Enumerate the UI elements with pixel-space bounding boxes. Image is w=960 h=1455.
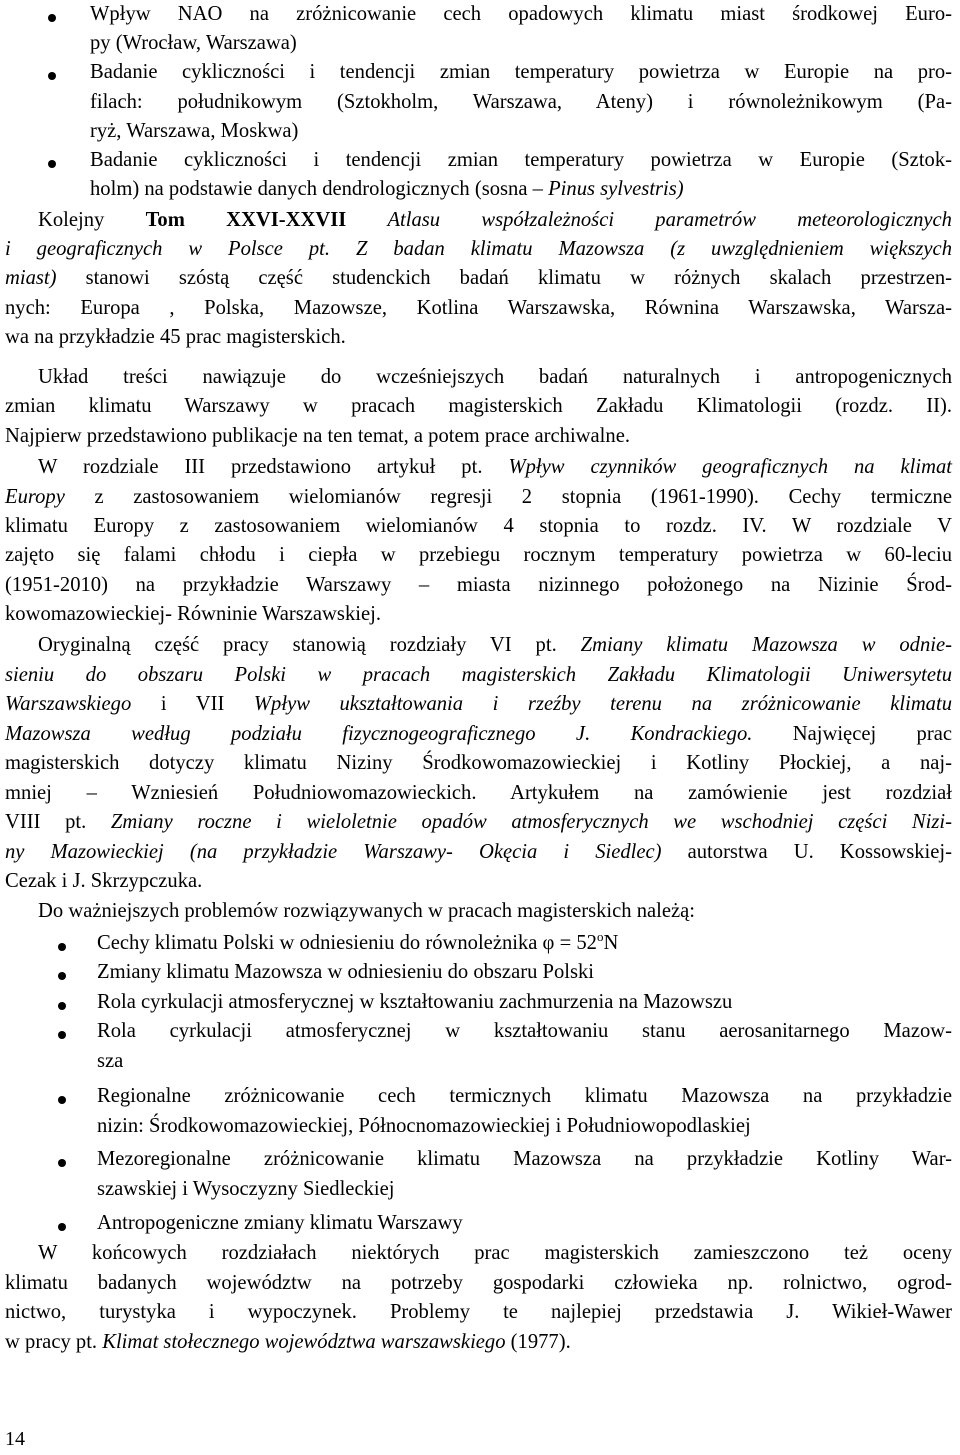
bullet-icon xyxy=(58,1096,66,1104)
text-line: kowomazowieckiej- Równinie Warszawskiej. xyxy=(5,603,381,625)
text-line: wa na przykładzie 45 prac magisterskich. xyxy=(5,326,346,348)
list-item-continuation: sza xyxy=(97,1050,124,1072)
text-line: Wpływ NAO na zróżnicowanie cech opadowych klimatu miast środkowej Euro- xyxy=(90,3,952,25)
list-item: Mezoregionalne zróżnicowanie klimatu Mazowsza na przykładzie Kotliny War- xyxy=(97,1148,952,1170)
text-line: Do ważniejszych problemów rozwiązywanych w pracach magisterskich należą: xyxy=(38,900,696,922)
text-line: W rozdziale III przedstawiono artykuł pt. Wpływ czynników geograficznych na klimat xyxy=(38,456,952,478)
text-line: Mazowsza według podziału fizycznogeograficznego J. Kondrackiego. Najwięcej prac xyxy=(5,723,952,745)
list-item: Antropogeniczne zmiany klimatu Warszawy xyxy=(97,1212,463,1234)
text-line: nych: Europa , Polska, Mazowsze, Kotlina Warszawska, Równina Warszawska, Warsza- xyxy=(5,297,952,319)
text-line: Warszawskiego i VII Wpływ ukształtowania i rzeźby terenu na zróżnicowanie klimatu xyxy=(5,693,953,715)
list-item: Rola cyrkulacji atmosferycznej w kształtowaniu zachmurzenia na Mazowszu xyxy=(97,991,733,1013)
page-number: 14 xyxy=(5,1428,25,1450)
bullet-icon xyxy=(48,14,56,22)
text-line: filach: południkowym (Sztokholm, Warszawa, Ateny) i równoleżnikowym (Pa- xyxy=(90,91,952,113)
text-line: mniej – Wzniesień Południowomazowieckich. Artykułem na zamówienie jest rozdział xyxy=(5,782,952,804)
text-line: ryż, Warszawa, Moskwa) xyxy=(90,120,299,142)
text-line: w pracy pt. Klimat stołecznego województwa warszawskiego (1977). xyxy=(5,1331,571,1353)
list-item: Rola cyrkulacji atmosferycznej w kształtowaniu stanu aerosanitarnego Mazow- xyxy=(97,1020,952,1042)
bullet-icon xyxy=(58,1159,66,1167)
text-line: klimatu badanych województw na potrzeby gospodarki człowieka np. rolnictwo, ogrod- xyxy=(5,1272,952,1294)
text-line: (1951-2010) na przykładzie Warszawy – miasta nizinnego położonego na Nizinie Środ- xyxy=(5,574,952,596)
bullet-icon xyxy=(58,1002,66,1010)
text-line: Badanie cykliczności i tendencji zmian temperatury powietrza w Europie (Sztok- xyxy=(90,149,952,171)
text-line: Oryginalną część pracy stanowią rozdziały VI pt. Zmiany klimatu Mazowsza w odnie- xyxy=(38,634,952,656)
list-item: Zmiany klimatu Mazowsza w odniesieniu do obszaru Polski xyxy=(97,961,595,983)
list-item: Regionalne zróżnicowanie cech termicznych klimatu Mazowsza na przykładzie xyxy=(97,1085,952,1107)
text-line: zajęto się falami chłodu i ciepła w przebiegu rocznym temperatury powietrza w 60-leciu xyxy=(5,544,952,566)
list-item-continuation: nizin: Środkowomazowieckiej, Północnomazowieckiej i Południowopodlaskiej xyxy=(97,1115,751,1137)
text-line: miast) stanowi szóstą część studenckich badań klimatu w różnych skalach przestrzen- xyxy=(5,267,952,289)
bullet-icon xyxy=(58,943,66,951)
text-line: holm) na podstawie danych dendrologicznych (sosna – Pinus sylvestris) xyxy=(90,178,684,200)
text-line: ny Mazowieckiej (na przykładzie Warszawy- Okęcia i Siedlec) autorstwa U. Kossowskiej- xyxy=(5,841,953,863)
text-line: i geograficznych w Polsce pt. Z badan klimatu Mazowsza (z uwzględnieniem większych xyxy=(5,238,952,260)
bullet-icon xyxy=(58,1223,66,1231)
text-line: Najpierw przedstawiono publikacje na ten temat, a potem prace archiwalne. xyxy=(5,425,630,447)
bullet-icon xyxy=(58,1031,66,1039)
bullet-icon xyxy=(58,972,66,980)
text-line: Układ treści nawiązuje do wcześniejszych badań naturalnych i antropogenicznych xyxy=(38,366,952,388)
text-line: Cezak i J. Skrzypczuka. xyxy=(5,870,203,892)
list-item: Cechy klimatu Polski w odniesieniu do równoleżnika $\varphi = 52^oN$ xyxy=(97,929,619,954)
text-line: magisterskich dotyczy klimatu Niziny Środkowomazowieckiej i Kotliny Płockiej, a naj- xyxy=(5,752,952,774)
text-line: Badanie cykliczności i tendencji zmian temperatury powietrza w Europie na pro- xyxy=(90,61,952,83)
text-line: VIII pt. Zmiany roczne i wieloletnie opadów atmosferycznych we wschodniej części Nizi- xyxy=(5,811,952,833)
text-line: Europy z zastosowaniem wielomianów regresji 2 stopnia (1961-1990). Cechy termiczne xyxy=(5,486,952,508)
text-line: sieniu do obszaru Polski w pracach magisterskich Zakładu Klimatologii Uniwersytetu xyxy=(5,664,953,686)
text-line: klimatu Europy z zastosowaniem wielomianów 4 stopnia to rozdz. IV. W rozdziale V xyxy=(5,515,952,537)
bullet-icon xyxy=(48,72,56,80)
text-line: W końcowych rozdziałach niektórych prac magisterskich zamieszczono też oceny xyxy=(38,1242,952,1264)
text-line: zmian klimatu Warszawy w pracach magisterskich Zakładu Klimatologii (rozdz. II). xyxy=(5,395,952,417)
text-line: py (Wrocław, Warszawa) xyxy=(90,32,297,54)
text-line: nictwo, turystyka i wypoczynek. Problemy te najlepiej przedstawia J. Wikieł-Wawer xyxy=(5,1301,952,1323)
text-line: Kolejny Tom XXVI-XXVII Atlasu współzależności parametrów meteorologicznych xyxy=(38,209,952,231)
list-item-continuation: szawskiej i Wysoczyzny Siedleckiej xyxy=(97,1178,395,1200)
bullet-icon xyxy=(48,160,56,168)
